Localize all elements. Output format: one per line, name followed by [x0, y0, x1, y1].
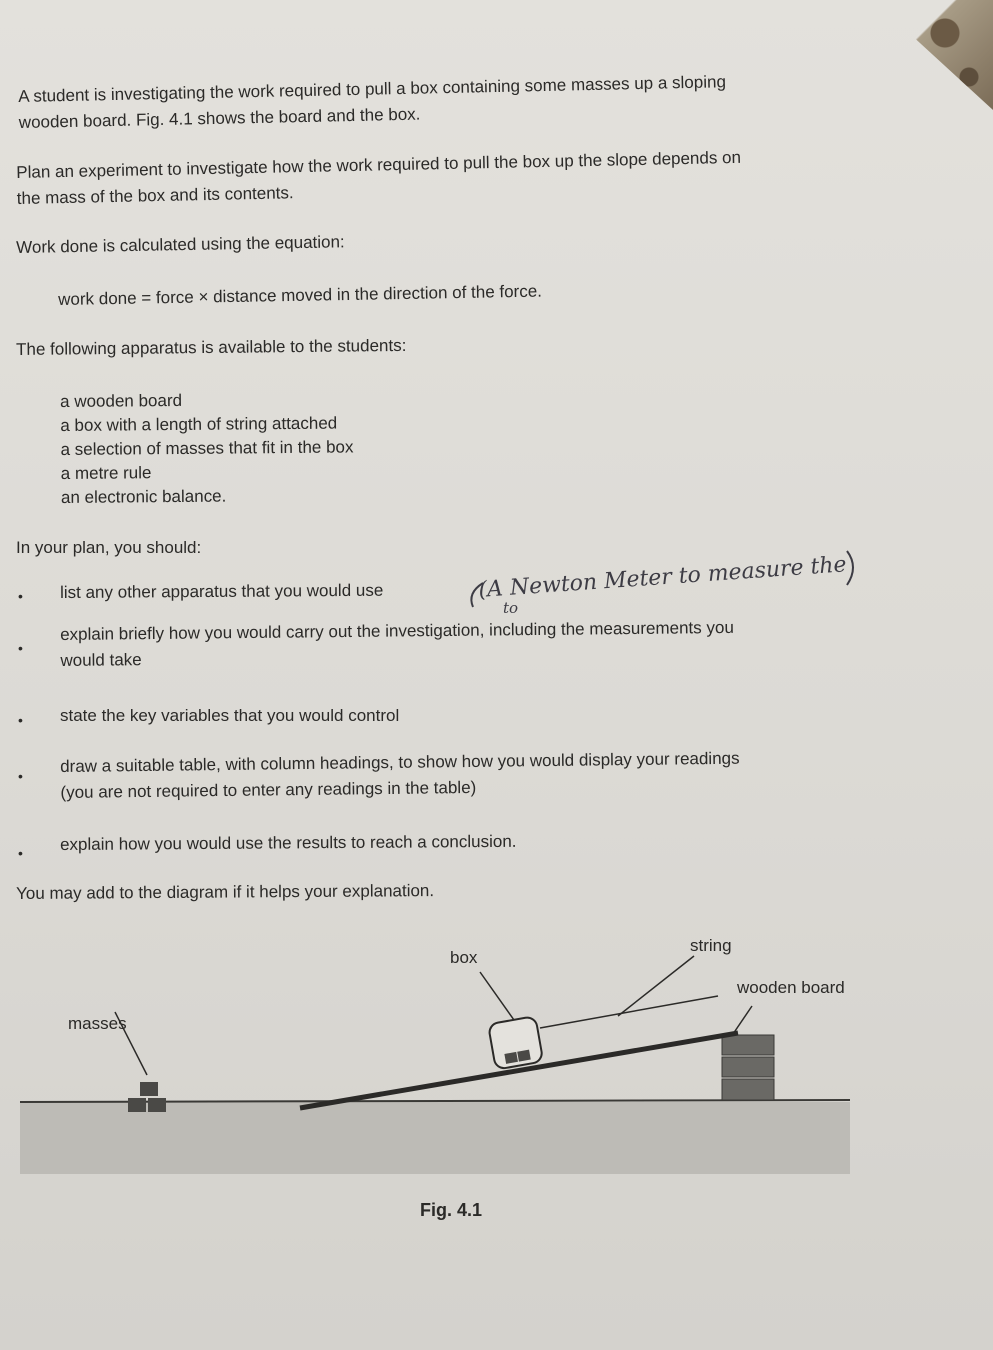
bullet-text: explain how you would use the results to reach a conclusion.: [60, 831, 517, 854]
intro-paragraph: [18, 69, 727, 136]
handwriting-main: (A Newton Meter to measure the: [477, 552, 848, 603]
mass-in-box: [504, 1052, 518, 1064]
bullet-line: explain briefly how you would carry out the investigation, including the measurements you: [60, 617, 734, 644]
figure-4-1: [0, 920, 993, 1210]
handwriting-scribble: [465, 545, 865, 615]
label-box: box: [450, 948, 478, 967]
support-block: [722, 1079, 774, 1100]
bullet-marker: •: [18, 768, 23, 784]
bullet-text: [60, 746, 740, 806]
apparatus-item: a selection of masses that fit in the box: [60, 437, 354, 459]
mass-block: [128, 1098, 146, 1112]
apparatus-list: [60, 387, 354, 510]
bullet-marker: •: [18, 588, 23, 604]
label-string: string: [690, 936, 732, 955]
bullet-text: [60, 615, 734, 674]
plan-line-1: Plan an experiment to investigate how the work required to pull the box up the slope depends on: [16, 147, 742, 182]
apparatus-intro: The following apparatus is available to the students:: [16, 335, 407, 359]
label-masses: masses: [68, 1014, 127, 1033]
intro-line-1: A student is investigating the work required to pull a box containing some masses up a sloping: [18, 72, 727, 106]
intro-line-2: wooden board. Fig. 4.1 shows the board and the box.: [18, 104, 421, 132]
bullet-text: state the key variables that you would control: [60, 706, 400, 725]
mass-block: [140, 1082, 158, 1096]
plan-paragraph: [16, 145, 742, 212]
figure-caption: Fig. 4.1: [420, 1200, 483, 1220]
apparatus-item: a box with a length of string attached: [60, 413, 338, 435]
mass-in-box: [517, 1050, 531, 1062]
apparatus-item: a wooden board: [60, 390, 183, 411]
support-block: [722, 1057, 774, 1077]
board-pointer: [733, 1006, 752, 1034]
plan-intro: In your plan, you should:: [16, 538, 202, 557]
ground-surface: [20, 1102, 850, 1174]
handwritten-answer: [465, 545, 865, 615]
bullet-line: (you are not required to enter any readings in the table): [60, 777, 477, 802]
apparatus-item: an electronic balance.: [60, 486, 227, 507]
bullet-line: draw a suitable table, with column headings, to show how you would display your readings: [60, 748, 740, 776]
mass-block: [148, 1098, 166, 1112]
apparatus-item: a metre rule: [60, 463, 152, 483]
bullet-text: list any other apparatus that you would use: [60, 580, 384, 602]
string: [540, 996, 718, 1028]
work-done-intro: Work done is calculated using the equation:: [16, 232, 345, 257]
background-fabric: [833, 0, 993, 110]
support-block: [722, 1035, 774, 1055]
bullet-marker: •: [18, 712, 23, 728]
handwriting-sub: to: [503, 599, 519, 615]
box: [488, 1016, 543, 1070]
bullet-marker: •: [18, 845, 23, 861]
diagram-note: You may add to the diagram if it helps your explanation.: [16, 881, 435, 903]
bullet-line: would take: [60, 650, 142, 670]
work-done-equation: work done = force × distance moved in the direction of the force.: [58, 281, 543, 309]
box-pointer: [480, 972, 514, 1020]
bullet-marker: •: [18, 640, 23, 656]
label-wooden-board: wooden board: [737, 978, 845, 997]
experiment-diagram: [0, 920, 993, 1210]
plan-line-2: the mass of the box and its contents.: [16, 183, 294, 208]
